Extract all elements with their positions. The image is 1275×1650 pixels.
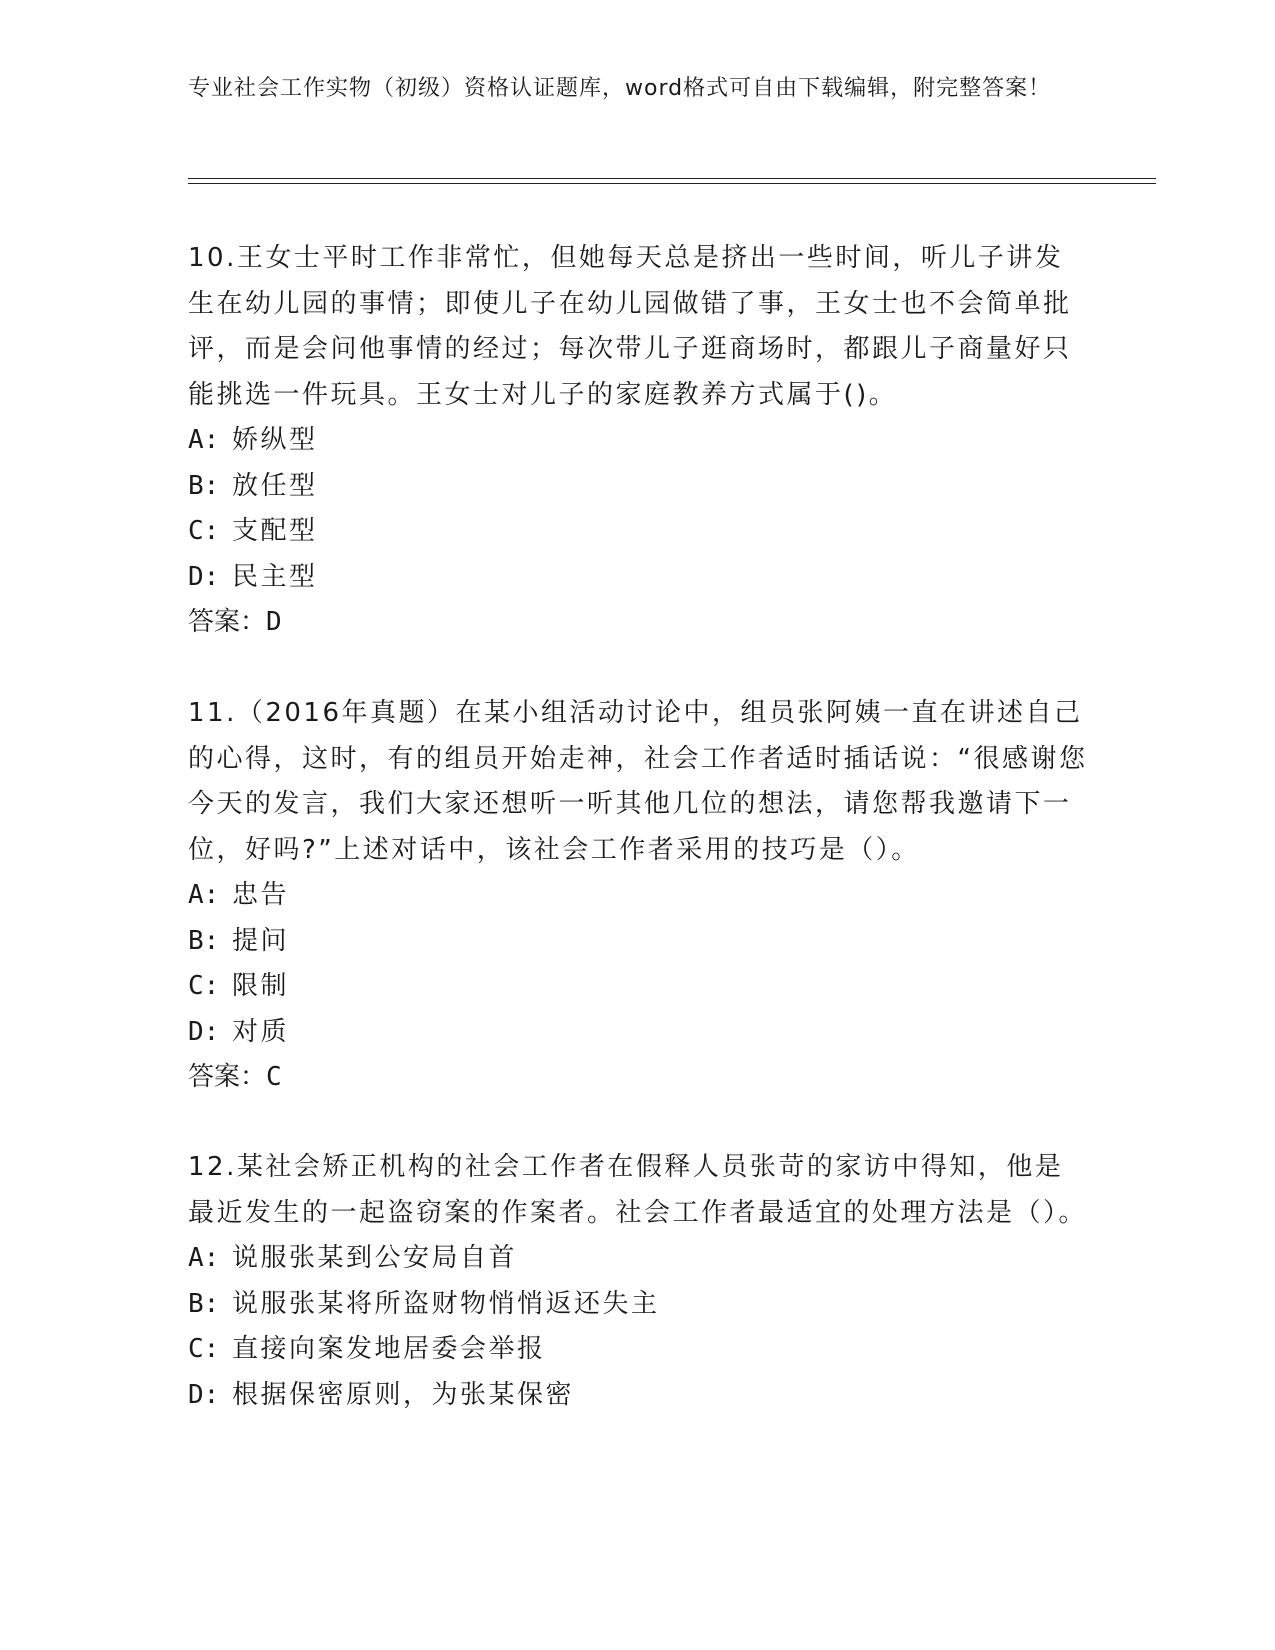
option-text: 根据保密原则，为张某保密	[232, 1379, 575, 1410]
question-stem: 11.（2016年真题）在某小组活动讨论中，组员张阿姨一直在讲述自己的心得，这时，有的组员开始走神，社会工作者适时插话说：“很感谢您今天的发言，我们大家还想听一听其他几位的想法，请您帮我邀请下一位，好吗?”上述对话中，该社会工作者采用的技巧是（）。	[188, 698, 1088, 865]
option-c	[188, 509, 1088, 555]
question-stem: 10.王女士平时工作非常忙，但她每天总是挤出一些时间，听儿子讲发生在幼儿园的事情；即使儿子在幼儿园做错了事，王女士也不会简单批评，而是会问他事情的经过；每次带儿子逛商场时，都跟儿子商量好只能挑选一件玩具。王女士对儿子的家庭教养方式属于()。	[188, 243, 1072, 410]
answer-value: D	[266, 607, 282, 637]
option-text: 放任型	[232, 470, 318, 501]
question-11	[188, 691, 1088, 1101]
header-text: 专业社会工作实物（初级）资格认证题库，word格式可自由下载编辑，附完整答案！	[188, 76, 1052, 101]
option-text: 提问	[232, 925, 290, 956]
option-a	[188, 418, 1088, 464]
option-text: 对质	[232, 1016, 290, 1047]
option-key: D:	[188, 561, 220, 592]
option-text: 民主型	[232, 561, 318, 592]
option-c	[188, 1327, 1088, 1373]
question-10	[188, 236, 1088, 646]
option-b	[188, 464, 1088, 510]
question-12	[188, 1145, 1088, 1418]
answer-label: 答案：	[188, 1062, 267, 1092]
option-key: C:	[188, 1334, 220, 1364]
option-text: 直接向案发地居委会举报	[232, 1334, 546, 1364]
option-text: 限制	[232, 971, 290, 1001]
option-text: 娇纵型	[232, 425, 318, 455]
option-key: B:	[188, 470, 220, 501]
option-key: B:	[188, 925, 220, 956]
option-a	[188, 1236, 1088, 1282]
answer-label: 答案：	[188, 607, 267, 637]
option-a	[188, 873, 1088, 919]
option-key: D:	[188, 1016, 220, 1047]
option-text: 忠告	[232, 880, 290, 910]
option-key: A:	[188, 1243, 220, 1273]
option-d	[188, 555, 1088, 601]
answer-line	[188, 600, 1088, 646]
option-text: 说服张某到公安局自首	[232, 1243, 518, 1273]
option-key: A:	[188, 425, 220, 455]
answer-line	[188, 1055, 1088, 1101]
option-key: C:	[188, 971, 220, 1001]
option-d	[188, 1373, 1088, 1419]
document-header	[188, 72, 1068, 105]
option-text: 支配型	[232, 516, 318, 546]
option-key: A:	[188, 880, 220, 910]
header-divider-top	[188, 178, 1156, 179]
option-text: 说服张某将所盗财物悄悄返还失主	[232, 1288, 660, 1319]
option-key: C:	[188, 516, 220, 546]
header-divider-bottom	[188, 183, 1156, 184]
option-b	[188, 919, 1088, 965]
option-c	[188, 964, 1088, 1010]
option-key: B:	[188, 1288, 220, 1319]
option-b	[188, 1282, 1088, 1328]
option-d	[188, 1010, 1088, 1056]
question-stem: 12.某社会矫正机构的社会工作者在假释人员张苛的家访中得知，他是最近发生的一起盗窃案的作案者。社会工作者最适宜的处理方法是（）。	[188, 1152, 1088, 1228]
option-key: D:	[188, 1379, 220, 1410]
answer-value: C	[266, 1062, 282, 1092]
